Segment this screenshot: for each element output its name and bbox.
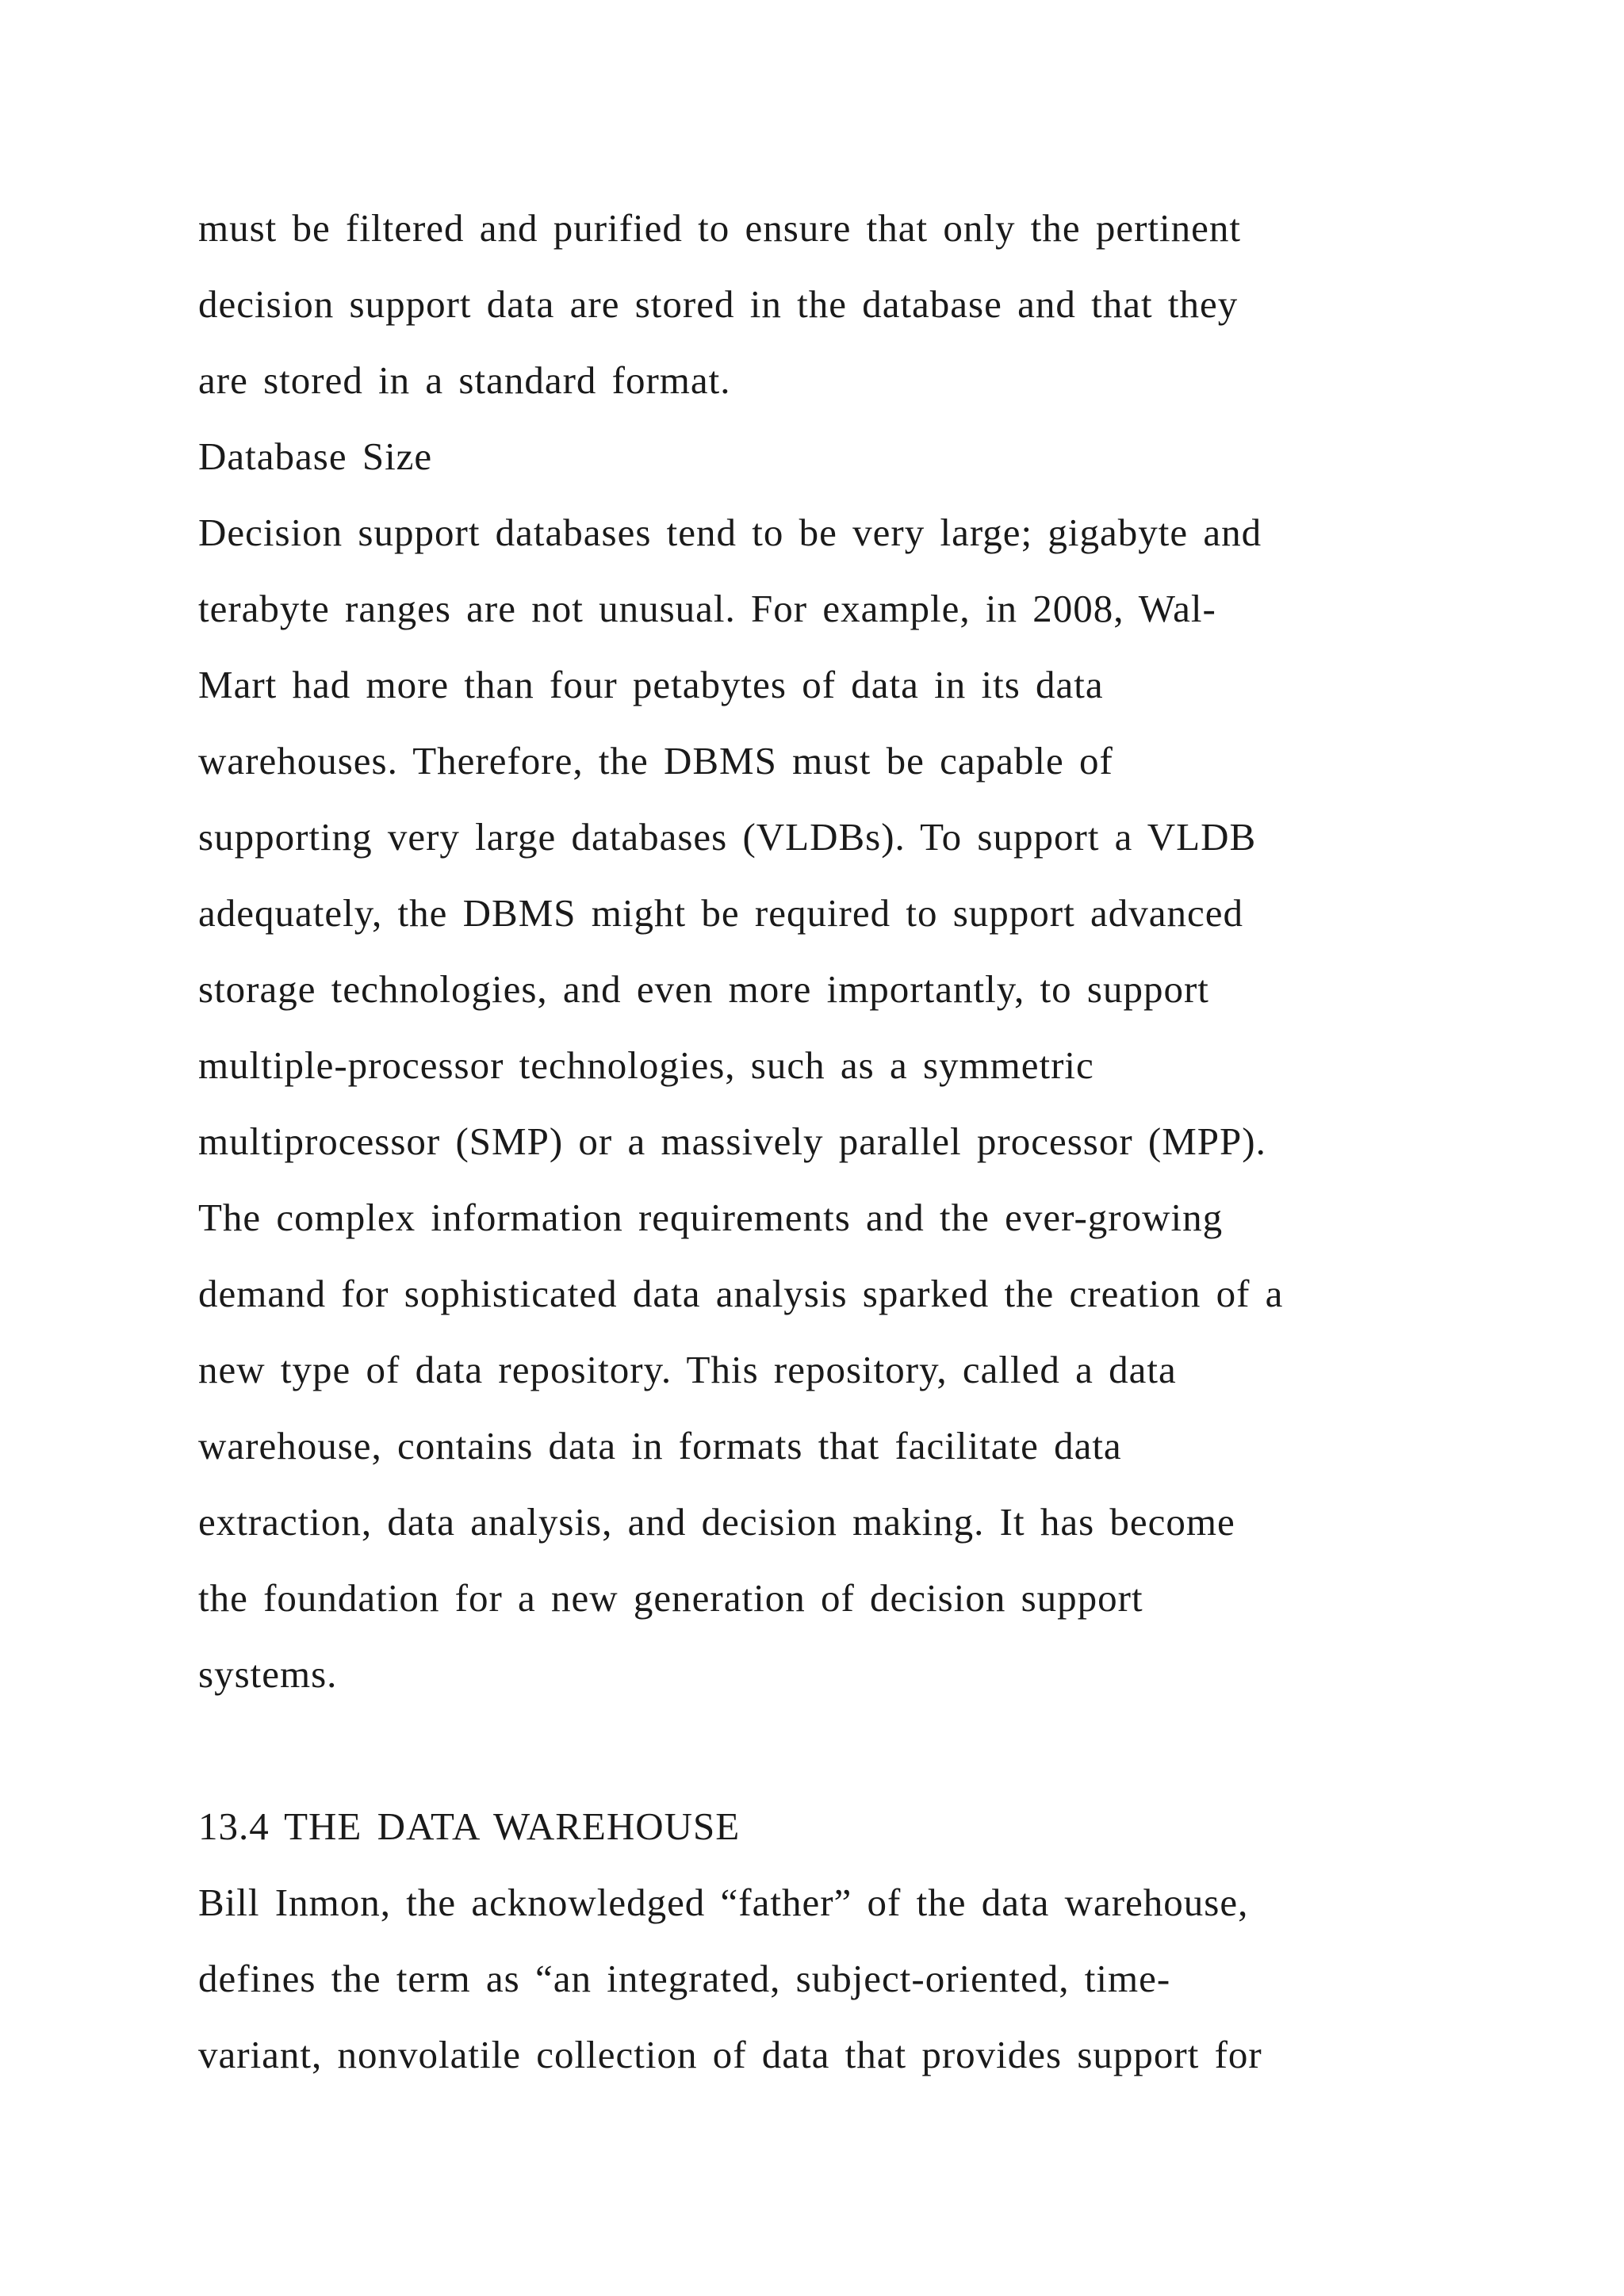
paragraph-line: Bill Inmon, the acknowledged “father” of the data warehouse, — [198, 1881, 1249, 1924]
paragraph-line: terabyte ranges are not unusual. For example, in 2008, Wal- — [198, 587, 1216, 630]
subheading-database-size: Database Size — [198, 434, 433, 478]
paragraph-line: multiple-processor technologies, such as a symmetric — [198, 1043, 1094, 1087]
paragraph-line: defines the term as “an integrated, subject-oriented, time- — [198, 1957, 1171, 2000]
paragraph-line: demand for sophisticated data analysis sparked the creation of a — [198, 1272, 1284, 1315]
section-heading: 13.4 THE DATA WAREHOUSE — [198, 1804, 741, 1848]
paragraph-line: supporting very large databases (VLDBs). To support a VLDB — [198, 815, 1257, 859]
paragraph-line: extraction, data analysis, and decision making. It has become — [198, 1500, 1235, 1544]
paragraph-line: The complex information requirements and the ever-growing — [198, 1196, 1224, 1239]
paragraph-line: new type of data repository. This repository, called a data — [198, 1348, 1177, 1391]
paragraph-line: variant, nonvolatile collection of data that provides support for — [198, 2033, 1262, 2076]
paragraph-line: decision support data are stored in the database and that they — [198, 282, 1239, 326]
paragraph-line: are stored in a standard format. — [198, 358, 731, 402]
paragraph-line: systems. — [198, 1652, 338, 1696]
paragraph-line: the foundation for a new generation of decision support — [198, 1576, 1143, 1620]
paragraph-line: warehouses. Therefore, the DBMS must be capable of — [198, 739, 1113, 783]
paragraph-line: adequately, the DBMS might be required to support advanced — [198, 891, 1243, 935]
paragraph-line: storage technologies, and even more importantly, to support — [198, 967, 1209, 1011]
paragraph-line: must be filtered and purified to ensure that only the pertinent — [198, 206, 1241, 250]
text-body — [198, 190, 1483, 2093]
paragraph-line: Decision support databases tend to be very large; gigabyte and — [198, 511, 1262, 554]
paragraph-line: multiprocessor (SMP) or a massively parallel processor (MPP). — [198, 1119, 1266, 1163]
blank-line — [198, 1712, 1483, 1789]
paragraph-line: Mart had more than four petabytes of data in its data — [198, 663, 1104, 706]
paragraph-line: warehouse, contains data in formats that facilitate data — [198, 1424, 1122, 1468]
